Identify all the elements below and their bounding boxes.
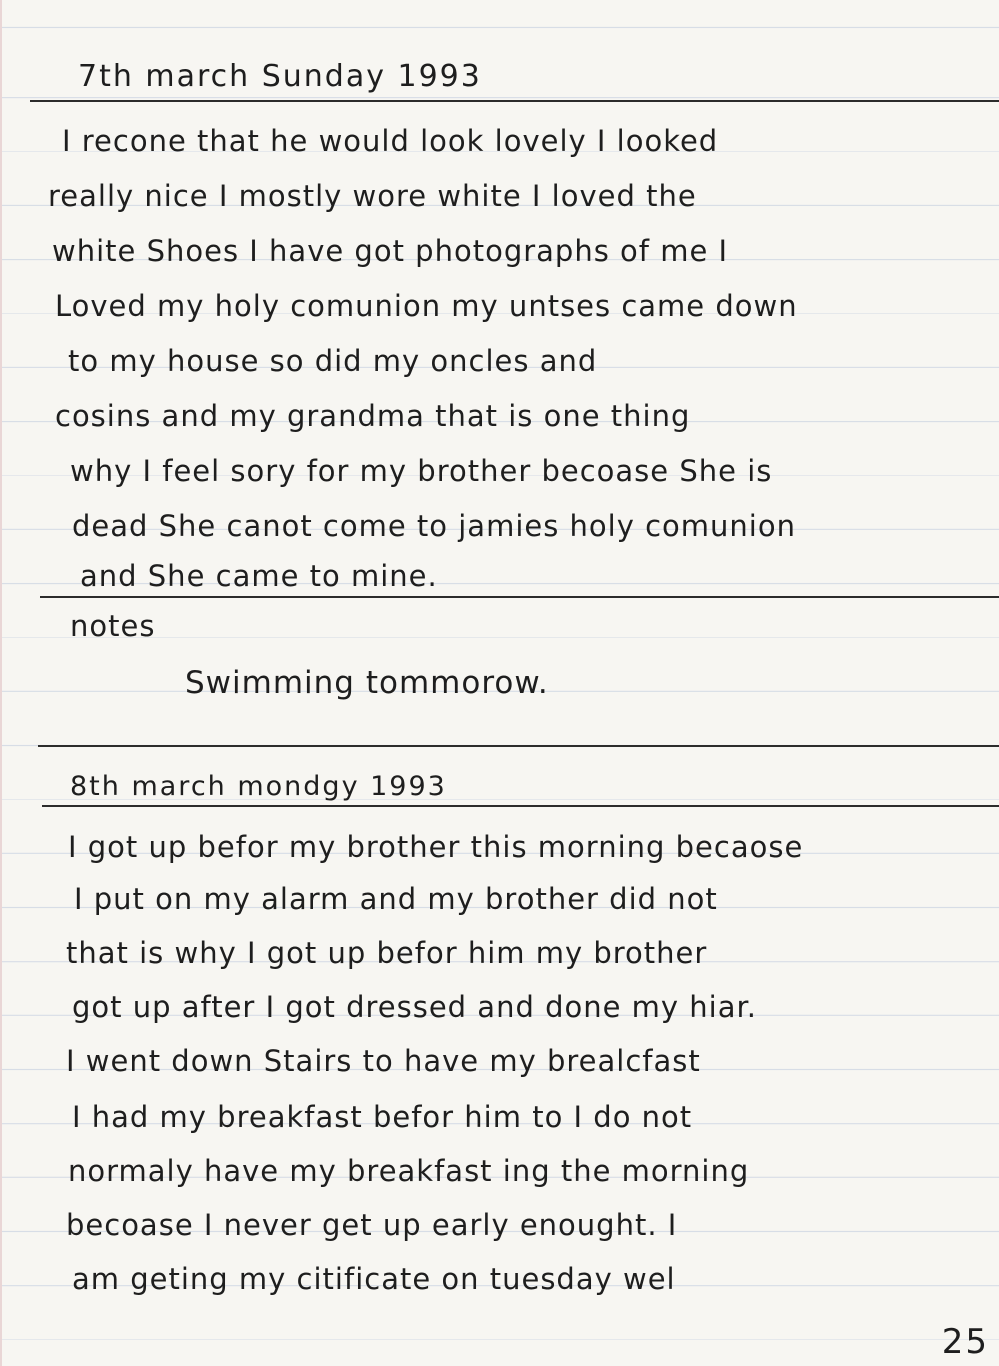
entry2-line-8: becoase I never get up early enought. I (66, 1208, 678, 1242)
entry1-line-8: dead She canot come to jamies holy comunion (72, 509, 796, 543)
entry2-line-2: I put on my alarm and my brother did not (74, 882, 718, 916)
notes-text: Swimming tommorow. (185, 665, 549, 701)
page-margin-line (0, 0, 2, 1366)
entry2-line-6: I had my breakfast befor him to I do not (72, 1100, 693, 1134)
entry1-line-9: and She came to mine. (80, 559, 438, 593)
notes-label: notes (70, 609, 156, 643)
entry1-line-1: I recone that he would look lovely I looked (62, 124, 719, 158)
entry2-line-3: that is why I got up befor him my brother (66, 936, 708, 970)
entry1-line-2: really nice I mostly wore white I loved the (48, 179, 697, 213)
entry1-line-7: why I feel sory for my brother becoase She is (70, 454, 773, 488)
entry1-line-5: to my house so did my oncles and (68, 344, 598, 378)
page-number: 25 (941, 1322, 989, 1362)
entry2-heading: 8th march mondgy 1993 (70, 771, 447, 802)
heading-rule-2 (42, 805, 999, 807)
entry1-heading: 7th march Sunday 1993 (78, 59, 482, 94)
entry1-line-4: Loved my holy comunion my untses came down (55, 289, 798, 323)
notes-end-rule (38, 745, 999, 747)
entry2-line-9: am geting my citificate on tuesday wel (72, 1262, 676, 1296)
entry1-line-3: white Shoes I have got photographs of me I (52, 234, 729, 268)
entry2-line-7: normaly have my breakfast ing the morning (68, 1154, 750, 1188)
entry2-line-4: got up after I got dressed and done my hiar. (72, 990, 757, 1024)
entry2-line-5: I went down Stairs to have my brealcfast (66, 1044, 701, 1078)
heading-rule-1 (30, 100, 999, 102)
entry1-end-rule (40, 596, 999, 598)
entry2-line-1: I got up befor my brother this morning becaose (68, 830, 804, 864)
entry1-line-6: cosins and my grandma that is one thing (55, 399, 691, 433)
